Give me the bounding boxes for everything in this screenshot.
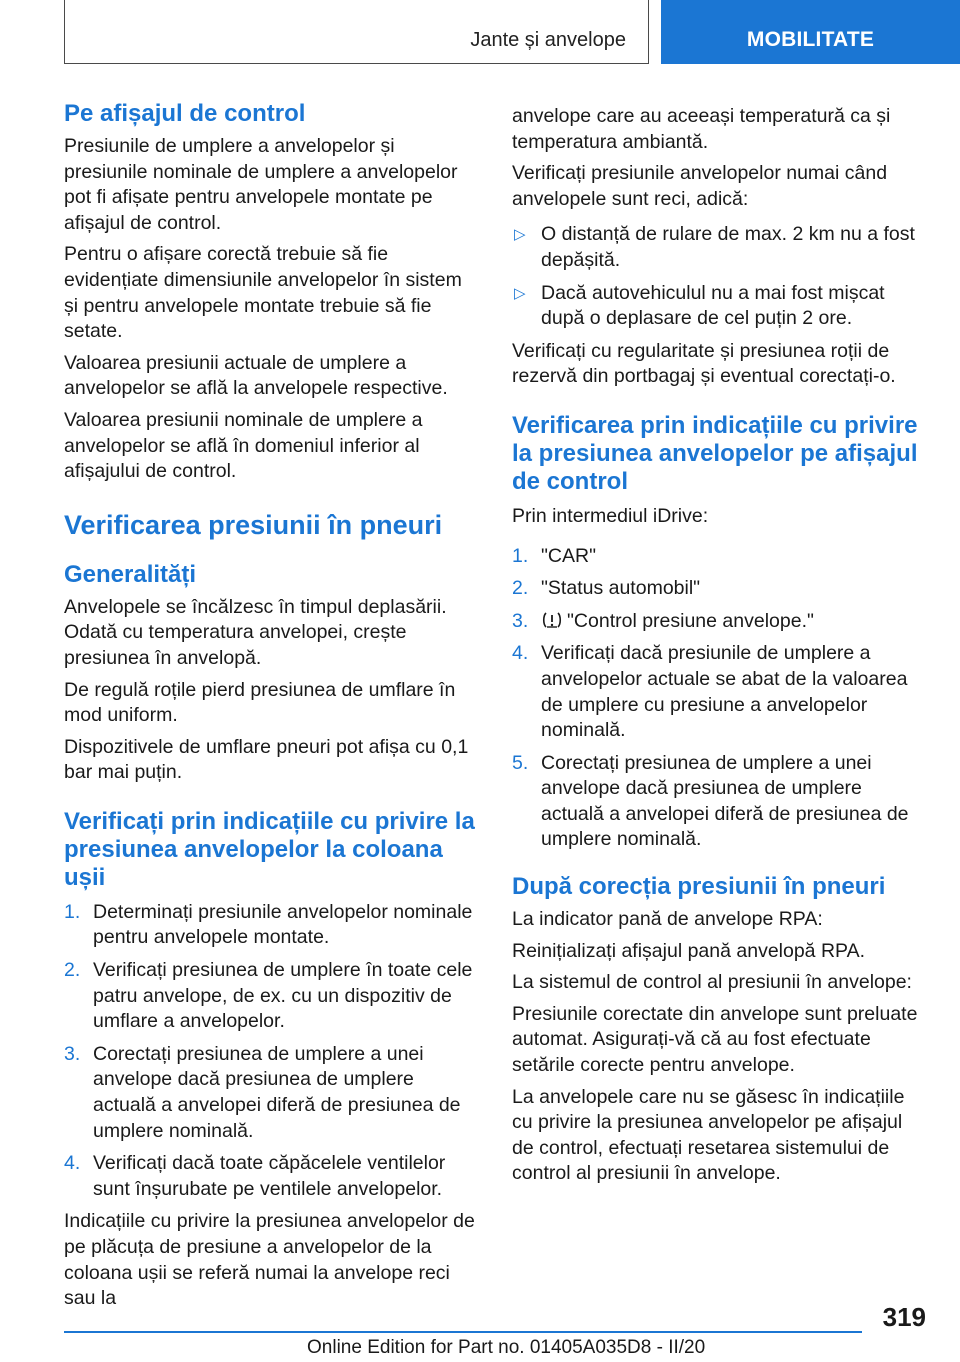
list-item <box>512 281 928 332</box>
list-item <box>512 609 928 635</box>
paragraph: Presiunile corectate din anvelope sunt preluate automat. Asigurați-vă că au fost efectuate setările corecte pentru anvelope. <box>512 1002 918 1077</box>
heading-check-pressure: Verificarea presiunii în pneuri <box>64 509 443 540</box>
step-text: Verificați dacă presiunile de umplere a anvelopelor actuale se abat de la valoarea de umplere cu presiune a anvelopelor nominală. <box>541 642 908 742</box>
heading-general: Generalități <box>64 560 197 588</box>
step-text: Verificați dacă toate căpăcelele ventilelor sunt înșurubate pe ventilele anvelopelor. <box>93 1152 446 1200</box>
list-item <box>512 576 928 602</box>
paragraph: Anvelopele se încălzesc în timpul deplasării. Odată cu temperatura anvelopei, crește presiunea în anvelopă. <box>64 595 447 669</box>
heading-door-pillar: Verificați prin indicațiile cu privire la presiunea anvelopelor la coloana ușii <box>64 807 475 891</box>
paragraph: Verificați cu regularitate și presiunea roții de rezervă din portbagaj și eventual corectați-o. <box>512 339 896 388</box>
heading-on-display: Pe afișajul de control <box>64 100 306 127</box>
list-item <box>512 751 928 853</box>
step-number: 5. <box>512 751 529 774</box>
step-text: "CAR" <box>541 544 597 567</box>
step-text: "Control presiune anvelope." <box>567 609 814 632</box>
footer-edition-text: Online Edition for Part no. 01405A035D8 - II/20 <box>307 1337 706 1358</box>
list-item <box>64 1151 478 1202</box>
right-column <box>512 104 928 1193</box>
step-number: 4. <box>64 1152 81 1175</box>
paragraph: Valoarea presiunii nominale de umplere a anvelopelor se află în domeniul inferior al afișajului de control. <box>64 408 423 483</box>
step-text: Corectați presiunea de umplere a unei anvelope dacă presiunea de umplere actuală a anvelopei diferă de presiunea de umplere nominală. <box>93 1042 461 1142</box>
tire-pressure-icon <box>541 611 563 629</box>
header-section-title: Jante și anvelope <box>470 29 626 51</box>
step-number: 3. <box>64 1042 81 1065</box>
bullet-list-cold-tires <box>512 222 928 331</box>
step-number: 3. <box>512 609 529 632</box>
step-number: 2. <box>64 959 81 982</box>
paragraph: La anvelopele care nu se găsesc în indicațiile cu privire la presiunea anvelopelor pe afișajul de control, efectuați resetarea sistemului de control al presiunii în anvelope. <box>512 1085 905 1185</box>
triangle-bullet-icon: ▷ <box>514 284 526 302</box>
page-number: 319 <box>882 1302 926 1332</box>
list-item <box>512 222 928 273</box>
footer-divider <box>64 1331 862 1333</box>
step-text: "Status automobil" <box>541 577 701 600</box>
bullet-text: O distanță de rulare de max. 2 km nu a fost depășită. <box>541 223 915 271</box>
paragraph: La indicator pană de anvelope RPA: <box>512 908 823 931</box>
step-content <box>541 609 814 635</box>
list-item <box>512 641 928 743</box>
triangle-bullet-icon: ▷ <box>514 226 526 244</box>
step-number: 1. <box>512 544 529 567</box>
paragraph: De regulă roțile pierd presiunea de umflare în mod uniform. <box>64 678 456 727</box>
paragraph: Verificați presiunile anvelopelor numai când anvelopele sunt reci, adică: <box>512 162 888 210</box>
step-text: Verificați presiunea de umplere în toate cele patru anvelope, de ex. cu un dispozitiv de umflare a anvelopelor. <box>93 959 473 1033</box>
header-section-box <box>64 0 649 64</box>
paragraph: Prin intermediul iDrive: <box>512 504 709 527</box>
step-number: 1. <box>64 900 81 923</box>
bullet-text: Dacă autovehiculul nu a mai fost mișcat după o deplasare de cel puțin 2 ore. <box>541 281 885 330</box>
step-text: Determinați presiunile anvelopelor nominale pentru anvelopele montate. <box>93 900 473 949</box>
header-chapter-tab[interactable]: MOBILITATE <box>661 0 960 64</box>
paragraph: anvelope care au aceeași temperatură ca și temperatura ambiantă. <box>512 105 891 153</box>
paragraph: Presiunile de umplere a anvelopelor și presiunile nominale de umplere a anvelopelor pot fi afișate pentru anvelopele montate pe afișajul de control. <box>64 135 458 234</box>
steps-list-door <box>64 900 478 1203</box>
steps-list-idrive <box>512 544 928 854</box>
step-number: 4. <box>512 642 529 665</box>
list-item <box>64 958 478 1035</box>
step-text: Corectați presiunea de umplere a unei anvelope dacă presiunea de umplere actuală a anvelopei diferă de presiunea de umplere nominală. <box>541 751 909 851</box>
heading-after-correction: După corecția presiunii în pneuri <box>512 873 886 901</box>
paragraph: Reinițializați afișajul pană anvelopă RPA. <box>512 939 866 962</box>
heading-display-check: Verificarea prin indicațiile cu privire la presiunea anvelopelor pe afișajul de control <box>512 411 918 495</box>
step-number: 2. <box>512 577 529 600</box>
paragraph: Indicațiile cu privire la presiunea anvelopelor de pe plăcuța de presiune a anvelopelor de la coloana ușii se referă numai la anvelope reci sau la <box>64 1210 475 1310</box>
list-item <box>512 544 928 570</box>
list-item <box>64 900 478 951</box>
left-column <box>64 100 478 1318</box>
paragraph: Pentru o afișare corectă trebuie să fie evidențiate dimensiunile anvelopelor în sistem și pentru anvelopele montate trebuie să fie setate. <box>64 243 462 343</box>
paragraph: La sistemul de control al presiunii în anvelope: <box>512 971 912 994</box>
paragraph: Valoarea presiunii actuale de umplere a anvelopelor se află la anvelopele respective. <box>64 351 448 400</box>
paragraph: Dispozitivele de umflare pneuri pot afișa cu 0,1 bar mai puțin. <box>64 735 469 784</box>
list-item <box>64 1042 478 1144</box>
